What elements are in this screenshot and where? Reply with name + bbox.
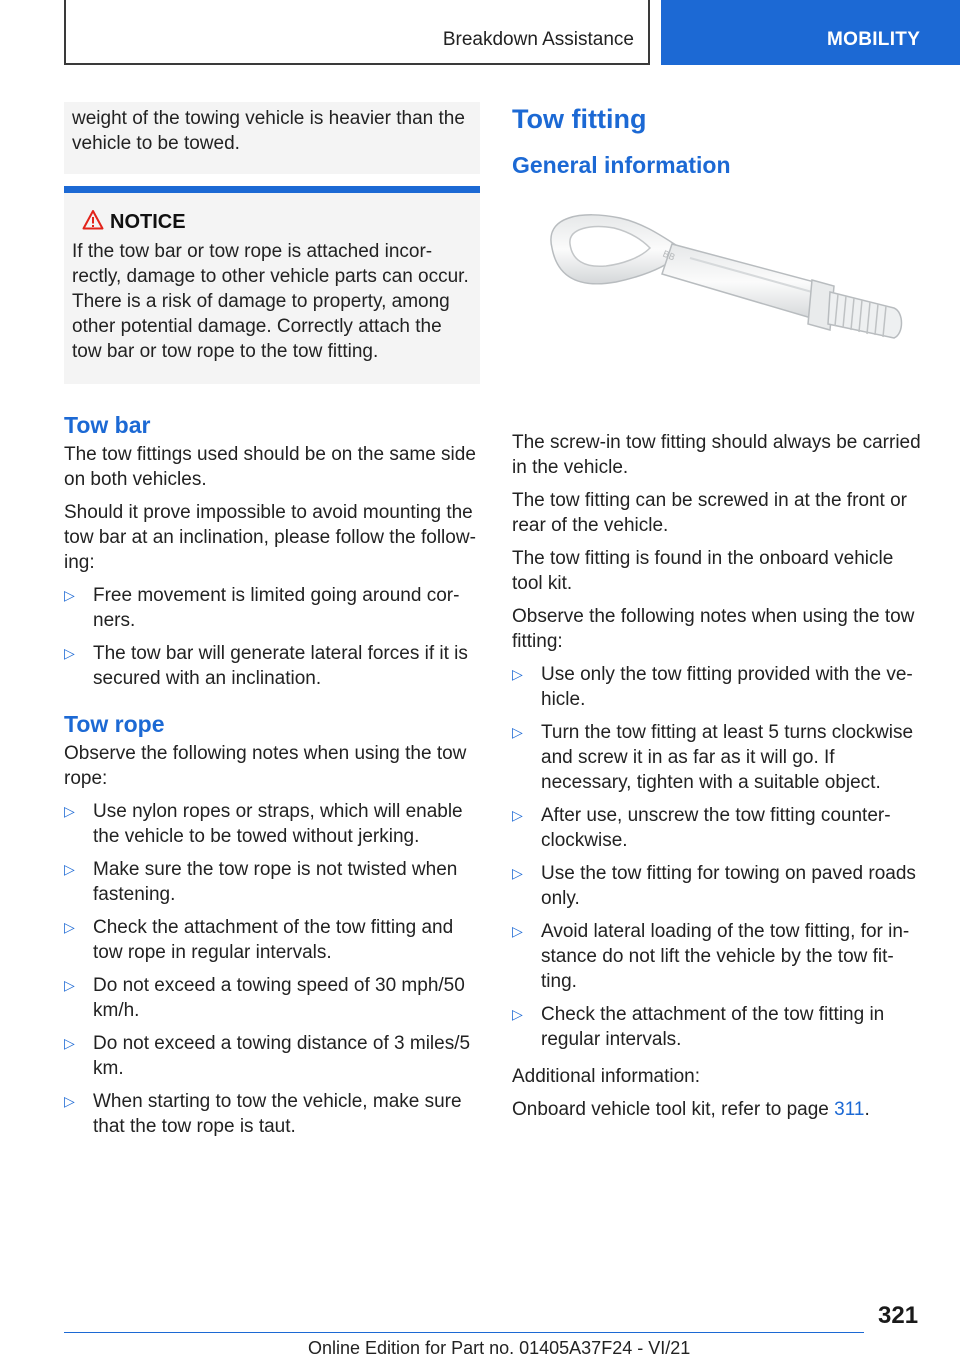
- tool-kit-reference: [512, 1097, 928, 1122]
- list-item: ▷ Use only the tow fitting provided with the ve-hicle.: [512, 664, 913, 710]
- warning-triangle-icon: [72, 209, 108, 235]
- triangle-bullet-icon: ▷: [64, 919, 75, 935]
- list-item: ▷ Check the attachment of the tow fitting in regular intervals.: [512, 1004, 885, 1050]
- notice-text: If the tow bar or tow rope is attached incor-rectly, damage to other vehicle parts can occur. There is a risk of damage to property, among other potential damage. Correctly attach the tow bar or tow rope to the tow fitting.: [72, 241, 469, 362]
- notice-box: [64, 186, 480, 384]
- tow-bar-heading: Tow bar: [64, 412, 151, 438]
- tow-rope-paragraph-1: Observe the following notes when using the tow rope:: [64, 743, 467, 789]
- triangle-bullet-icon: ▷: [64, 587, 75, 603]
- tow-bar-list: [64, 583, 480, 691]
- notice-title: NOTICE: [110, 210, 186, 233]
- triangle-bullet-icon: ▷: [512, 1006, 523, 1022]
- continued-text: weight of the towing vehicle is heavier than the vehicle to be towed.: [72, 108, 465, 154]
- triangle-bullet-icon: ▷: [64, 1035, 75, 1051]
- tow-bar-paragraph-2: Should it prove impossible to avoid mounting the tow bar at an inclination, please follow the follow-ing:: [64, 502, 476, 573]
- list-item: ▷ Do not exceed a towing speed of 30 mph/50 km/h.: [64, 975, 465, 1021]
- tow-rope-list: [64, 799, 480, 1139]
- page-number: 321: [878, 1302, 919, 1329]
- general-information-heading: General information: [512, 152, 731, 178]
- list-item: ▷ Do not exceed a towing distance of 3 miles/5 km.: [64, 1033, 471, 1079]
- tow-fitting-paragraph-3: The tow fitting is found in the onboard vehicle tool kit.: [512, 548, 894, 594]
- list-item: ▷ Use the tow fitting for towing on paved roads only.: [512, 863, 916, 909]
- triangle-bullet-icon: ▷: [512, 666, 523, 682]
- triangle-bullet-icon: ▷: [64, 803, 75, 819]
- left-column: [64, 102, 480, 1147]
- header-section-title: Breakdown Assistance: [442, 29, 634, 50]
- triangle-bullet-icon: ▷: [512, 724, 523, 740]
- triangle-bullet-icon: ▷: [64, 1093, 75, 1109]
- tow-fitting-heading: Tow fitting: [512, 104, 647, 134]
- list-item: ▷ Free movement is limited going around cor-ners.: [64, 585, 460, 631]
- list-item: ▷ Make sure the tow rope is not twisted when fastening.: [64, 859, 458, 905]
- triangle-bullet-icon: ▷: [512, 865, 523, 881]
- tow-fitting-list: [512, 662, 928, 1052]
- reference-text: Onboard vehicle tool kit, refer to page: [512, 1099, 835, 1120]
- header-frame: [64, 0, 650, 65]
- right-column: [512, 102, 928, 1130]
- footer-edition: Online Edition for Part no. 01405A37F24 - VI/21: [308, 1338, 691, 1358]
- list-item: ▷ Avoid lateral loading of the tow fitting, for in-stance do not lift the vehicle by the tow fit-ting.: [512, 921, 910, 992]
- page-reference-link[interactable]: 311: [834, 1099, 865, 1120]
- list-item: ▷ Use nylon ropes or straps, which will enable the vehicle to be towed without jerking.: [64, 801, 463, 847]
- reference-end: .: [864, 1099, 870, 1120]
- header-chapter-tab[interactable]: [661, 0, 960, 65]
- triangle-bullet-icon: ▷: [512, 923, 523, 939]
- tow-fitting-illustration: [512, 188, 928, 416]
- notice-header: [72, 207, 472, 237]
- continued-notice-box: [64, 102, 480, 174]
- list-item: ▷ When starting to tow the vehicle, make sure that the tow rope is taut.: [64, 1091, 462, 1137]
- footer-divider: [64, 1332, 864, 1333]
- list-item: ▷ Turn the tow fitting at least 5 turns clockwise and screw it in as far as it will go. If necessary, tighten with a suitable object.: [512, 722, 914, 793]
- tow-bar-paragraph-1: The tow fittings used should be on the same side on both vehicles.: [64, 444, 476, 490]
- triangle-bullet-icon: ▷: [64, 861, 75, 877]
- tow-rope-heading: Tow rope: [64, 711, 165, 737]
- tow-fitting-paragraph-1: The screw-in tow fitting should always be carried in the vehicle.: [512, 432, 921, 478]
- triangle-bullet-icon: ▷: [64, 645, 75, 661]
- triangle-bullet-icon: ▷: [512, 807, 523, 823]
- list-item: ▷ The tow bar will generate lateral forces if it is secured with an inclination.: [64, 643, 468, 689]
- additional-information-label: Additional information:: [512, 1066, 700, 1087]
- svg-text:BB: BB: [660, 249, 677, 264]
- list-item: ▷ Check the attachment of the tow fitting and tow rope in regular intervals.: [64, 917, 454, 963]
- triangle-bullet-icon: ▷: [64, 977, 75, 993]
- list-item: ▷ After use, unscrew the tow fitting counter-clockwise.: [512, 805, 891, 851]
- tow-fitting-paragraph-4: Observe the following notes when using the tow fitting:: [512, 606, 915, 652]
- tow-fitting-paragraph-2: The tow fitting can be screwed in at the front or rear of the vehicle.: [512, 490, 907, 536]
- header-chapter-label: MOBILITY: [827, 29, 921, 50]
